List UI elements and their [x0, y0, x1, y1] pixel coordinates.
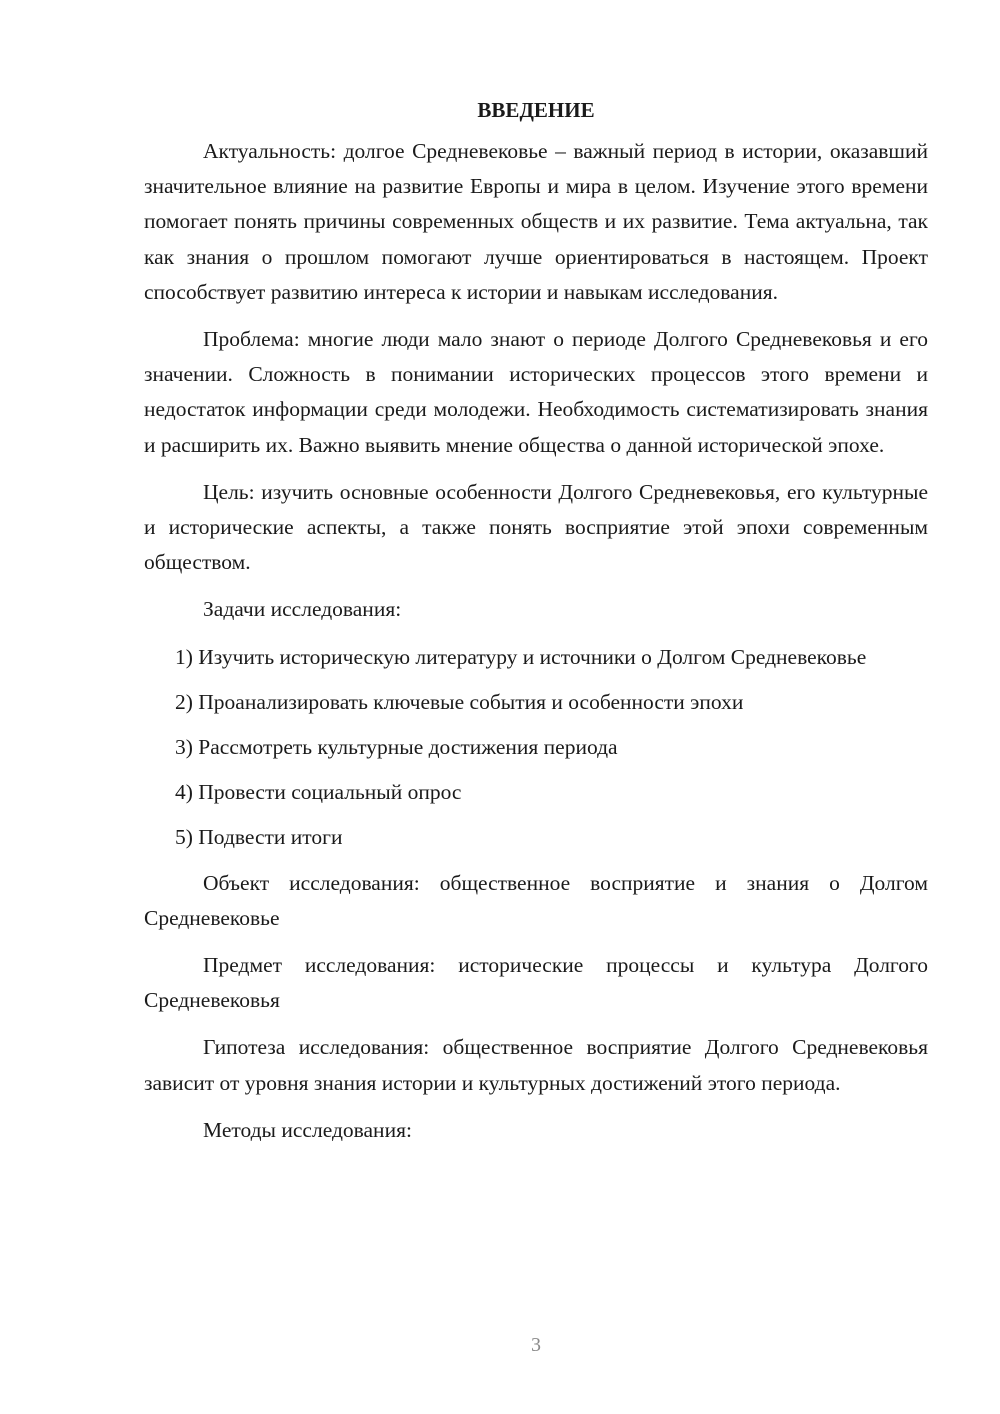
paragraph-hypothesis: Гипотеза исследования: общественное восприятие Долгого Средневековья зависит от уровня знания истории и культурных достижений этого периода.: [144, 1035, 928, 1095]
tasks-list: [144, 640, 928, 856]
task-item-1: 1) Изучить историческую литературу и источники о Долгом Средневековье: [175, 644, 867, 669]
paragraph-object: Объект исследования: общественное восприятие и знания о Долгом Средневековье: [144, 870, 928, 930]
paragraph-goal: Цель: изучить основные особенности Долгого Средневековья, его культурные и исторические аспекты, а также понять восприятие этой эпохи современным обществом.: [144, 479, 928, 575]
task-item-4: 4) Провести социальный опрос: [175, 780, 462, 805]
tasks-heading: Задачи исследования:: [203, 597, 402, 622]
section-title: ВВЕДЕНИЕ: [477, 98, 595, 122]
task-item-3: 3) Рассмотреть культурные достижения периода: [175, 735, 618, 760]
methods-heading: Методы исследования:: [203, 1117, 412, 1142]
task-item-2: 2) Проанализировать ключевые события и особенности эпохи: [175, 689, 744, 714]
page-number: 3: [531, 1334, 541, 1356]
paragraph-subject: Предмет исследования: исторические процессы и культура Долгого Средневековья: [144, 953, 928, 1013]
document-page: [144, 92, 928, 1160]
paragraph-problem: Проблема: многие люди мало знают о периоде Долгого Средневековья и его значении. Сложность в понимании исторических процессов этого времени и недостаток информации среди молодежи. Необходимость систематизировать знания и расширить их. Важно выявить мнение общества о данной исторической эпохе.: [144, 327, 928, 457]
task-item-5: 5) Подвести итоги: [175, 825, 343, 850]
paragraph-relevance: Актуальность: долгое Средневековье – важный период в истории, оказавший значительное влияние на развитие Европы и мира в целом. Изучение этого времени помогает понять причины современных обществ и их развитие. Тема актуальна, так как знания о прошлом помогают лучше ориентироваться в настоящем. Проект способствует развитию интереса к истории и навыкам исследования.: [144, 139, 928, 304]
